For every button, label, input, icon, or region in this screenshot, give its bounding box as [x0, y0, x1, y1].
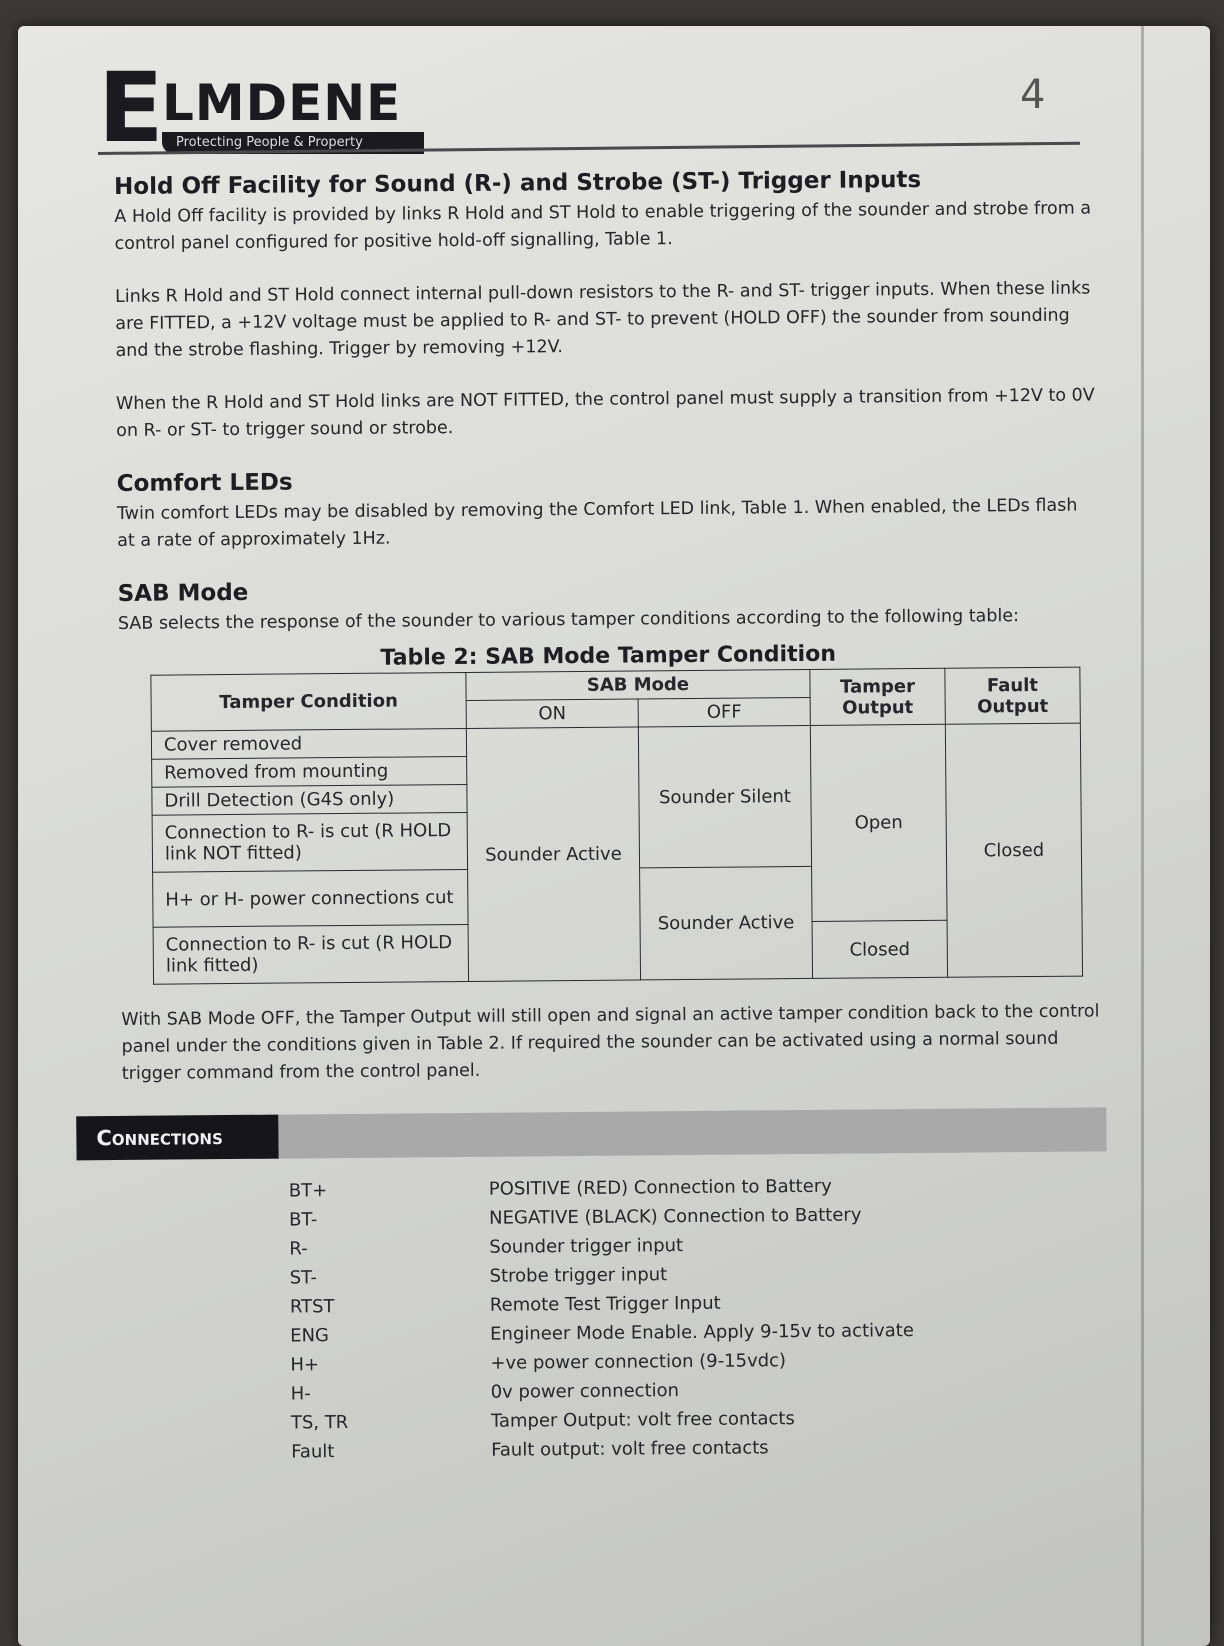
- connection-description: Tamper Output: volt free contacts: [490, 1408, 795, 1432]
- header-tamper-condition: Tamper Condition: [151, 672, 466, 731]
- header-sab-mode: SAB Mode: [466, 669, 810, 700]
- table-title: Table 2: SAB Mode Tamper Condition: [380, 641, 837, 671]
- connection-terminal: BT+: [288, 1180, 328, 1202]
- section-hold-off: [114, 165, 1096, 445]
- tamper-open-cell: Open: [810, 724, 947, 921]
- connection-terminal: Fault: [291, 1441, 335, 1463]
- paragraph: Twin comfort LEDs may be disabled by removing the Comfort LED link, Table 1. When enabled, the LEDs flash at a rate of approximately 1Hz.: [116, 495, 1078, 551]
- tamper-closed-cell: Closed: [812, 920, 947, 978]
- connection-terminal: ST-: [289, 1267, 317, 1289]
- connection-terminal: TS, TR: [290, 1412, 349, 1434]
- paragraph: Links R Hold and ST Hold connect internal pull-down resistors to the R- and ST- trigger inputs. When these links are FITTED, a +12V voltage must be applied to R- and ST- to prevent (HOLD OFF) the sounder from sounding and the strobe flashing. Trigger by removing +12V.: [114, 278, 1091, 361]
- after-table-paragraph: With SAB Mode OFF, the Tamper Output will still open and signal an active tamper condition back to the control panel under the conditions given in Table 2. If required the sounder can be activated using a normal sound trigger command from the control panel.: [121, 1001, 1100, 1084]
- connection-description: Remote Test Trigger Input: [489, 1292, 721, 1316]
- connections-list: [123, 1169, 1105, 1468]
- connections-header: [76, 1107, 1106, 1160]
- header-on: ON: [466, 699, 638, 728]
- section-heading: Comfort LEDs: [116, 469, 293, 497]
- section-heading: Hold Off Facility for Sound (R-) and Strobe (ST-) Trigger Inputs: [114, 166, 922, 200]
- logo-tagline: Protecting People & Property: [176, 135, 363, 150]
- paragraph: SAB selects the response of the sounder to various tamper conditions according to the following table:: [117, 606, 1020, 634]
- section-heading: SAB Mode: [117, 579, 249, 607]
- logo-initial: E: [98, 52, 160, 164]
- page-spine: [1141, 26, 1144, 1646]
- header-tamper-output: Tamper Output: [810, 668, 945, 725]
- paragraph: When the R Hold and ST Hold links are NOT FITTED, the control panel must supply a transition from +12V to 0V on R- or ST- to trigger sound or strobe.: [115, 385, 1095, 441]
- connection-description: 0v power connection: [490, 1380, 680, 1403]
- page-number: 4: [1020, 72, 1046, 118]
- elmdene-logo: [98, 52, 448, 164]
- condition-cell: H+ or H- power connections cut: [153, 869, 468, 927]
- connection-terminal: BT-: [289, 1209, 318, 1231]
- paragraph: A Hold Off facility is provided by links R Hold and ST Hold to enable triggering of the sounder and strobe from a control panel configured for positive hold-off signalling, Table 1.: [114, 198, 1092, 254]
- connection-description: Sounder trigger input: [489, 1235, 684, 1258]
- connection-description: Strobe trigger input: [489, 1264, 668, 1287]
- connection-description: Engineer Mode Enable. Apply 9-15v to activate: [490, 1320, 914, 1345]
- connection-description: Fault output: volt free contacts: [491, 1437, 769, 1461]
- connection-description: POSITIVE (RED) Connection to Battery: [488, 1175, 832, 1200]
- header-off: OFF: [638, 697, 810, 726]
- condition-cell: Cover removed: [151, 728, 466, 759]
- connection-description: +ve power connection (9-15vdc): [490, 1350, 787, 1374]
- section-comfort-leds: [117, 462, 1098, 555]
- fault-closed-cell: Closed: [945, 723, 1082, 977]
- connection-terminal: R-: [289, 1238, 308, 1260]
- connection-terminal: H+: [290, 1354, 320, 1376]
- sab-mode-table: [150, 667, 1083, 985]
- connection-terminal: RTST: [289, 1296, 335, 1318]
- connection-terminal: H-: [290, 1383, 311, 1405]
- sab-off-silent-cell: Sounder Silent: [638, 725, 811, 867]
- logo-name: LMDENE: [162, 74, 402, 132]
- connections-title: Connections: [76, 1115, 278, 1161]
- page-content: [96, 165, 1105, 1468]
- connection-terminal: ENG: [290, 1325, 330, 1347]
- manual-page: [18, 26, 1210, 1646]
- condition-cell: Removed from mounting: [152, 756, 467, 787]
- header-fault-output: Fault Output: [945, 667, 1080, 724]
- condition-cell: Connection to R- is cut (R HOLD link NOT fitted): [152, 812, 467, 872]
- condition-cell: Connection to R- is cut (R HOLD link fitted): [153, 924, 468, 984]
- connection-description: NEGATIVE (BLACK) Connection to Battery: [489, 1204, 862, 1229]
- condition-cell: Drill Detection (G4S only): [152, 784, 467, 815]
- section-sab-mode: [118, 572, 1098, 638]
- sab-off-active-cell: Sounder Active: [640, 866, 813, 979]
- sab-on-cell: Sounder Active: [466, 727, 640, 981]
